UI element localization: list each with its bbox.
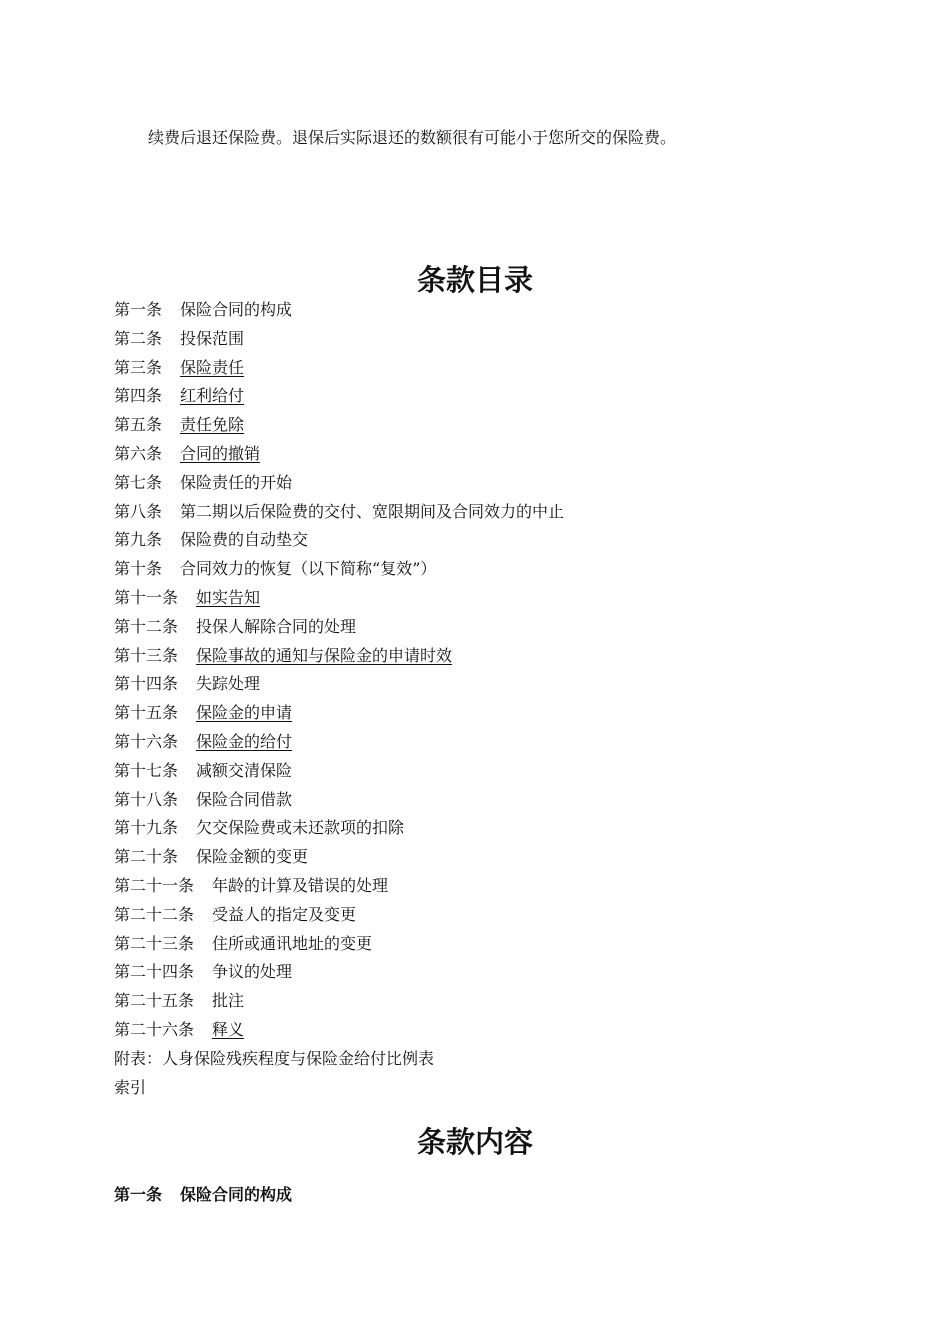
intro-paragraph: 续费后退还保险费。退保后实际退还的数额很有可能小于您所交的保险费。 bbox=[148, 128, 677, 147]
toc-item-title: 减额交清保险 bbox=[196, 760, 293, 780]
toc-item-title: 合同效力的恢复（以下简称“复效”） bbox=[180, 559, 437, 579]
toc-item-number: 第二十条 bbox=[114, 847, 179, 867]
toc-item bbox=[114, 930, 564, 959]
toc-item-number: 第六条 bbox=[114, 443, 163, 463]
toc-item-number: 第十二条 bbox=[114, 616, 179, 636]
toc-item bbox=[114, 843, 564, 872]
toc-item-title: 保险合同借款 bbox=[196, 789, 293, 809]
toc-item-number: 第二十六条 bbox=[114, 1019, 195, 1039]
toc-item-title: 批注 bbox=[212, 991, 245, 1011]
toc-item-number: 第十九条 bbox=[114, 818, 179, 838]
toc-item bbox=[114, 670, 564, 699]
toc-item-title: 受益人的指定及变更 bbox=[212, 904, 357, 924]
toc-item-title: 保险合同的构成 bbox=[180, 300, 293, 319]
toc-item bbox=[114, 958, 564, 987]
toc-item-number: 第七条 bbox=[114, 472, 163, 492]
toc-item[interactable] bbox=[114, 642, 564, 671]
toc-item-title: 投保人解除合同的处理 bbox=[196, 616, 357, 636]
toc-item-number: 第十八条 bbox=[114, 789, 179, 809]
toc-item-number: 第十三条 bbox=[114, 645, 179, 665]
toc-item-number: 第五条 bbox=[114, 415, 163, 435]
toc-item-number: 第二十三条 bbox=[114, 933, 195, 953]
toc-item bbox=[114, 872, 564, 901]
toc-item-number: 第十四条 bbox=[114, 674, 179, 694]
toc-item bbox=[114, 1074, 564, 1103]
toc-item bbox=[114, 757, 564, 786]
toc-item-link[interactable]: 释义 bbox=[212, 1019, 245, 1039]
toc-item bbox=[114, 469, 564, 498]
toc-item-title: 第二期以后保险费的交付、宽限期间及合同效力的中止 bbox=[180, 501, 565, 521]
toc-item-number: 第二条 bbox=[114, 328, 163, 348]
toc-item-link[interactable]: 合同的撤销 bbox=[180, 443, 261, 463]
toc-item-link[interactable]: 红利给付 bbox=[180, 386, 245, 406]
toc-item-link[interactable]: 保险金的申请 bbox=[196, 703, 293, 723]
toc-item-title: 住所或通讯地址的变更 bbox=[212, 933, 373, 953]
toc-item-link[interactable]: 责任免除 bbox=[180, 415, 245, 435]
toc-item[interactable] bbox=[114, 411, 564, 440]
toc-item-title: 保险责任的开始 bbox=[180, 472, 293, 492]
toc-item-number: 第一条 bbox=[114, 300, 163, 319]
toc-item bbox=[114, 526, 564, 555]
toc-item bbox=[114, 613, 564, 642]
toc-item[interactable] bbox=[114, 728, 564, 757]
toc-item-title: 附表：人身保险残疾程度与保险金给付比例表 bbox=[114, 1048, 435, 1068]
toc-item-number: 第四条 bbox=[114, 386, 163, 406]
toc-item-title: 欠交保险费或未还款项的扣除 bbox=[196, 818, 405, 838]
toc-item-link[interactable]: 保险责任 bbox=[180, 357, 245, 377]
toc-item[interactable] bbox=[114, 1016, 564, 1045]
toc-item bbox=[114, 901, 564, 930]
content-heading: 条款内容 bbox=[416, 1125, 533, 1159]
toc-item[interactable] bbox=[114, 440, 564, 469]
toc-item-number: 第八条 bbox=[114, 501, 163, 521]
toc-item-number: 第二十二条 bbox=[114, 904, 195, 924]
article-number: 第一条 bbox=[114, 1185, 163, 1204]
toc-item-title: 索引 bbox=[114, 1077, 147, 1097]
toc-item-number: 第三条 bbox=[114, 357, 163, 377]
toc-item-title: 年龄的计算及错误的处理 bbox=[212, 875, 389, 895]
toc-item-number: 第二十五条 bbox=[114, 991, 195, 1011]
toc-item-number: 第九条 bbox=[114, 530, 163, 550]
toc-item bbox=[114, 296, 564, 325]
toc-item[interactable] bbox=[114, 382, 564, 411]
toc-item bbox=[114, 555, 564, 584]
toc-item-title: 投保范围 bbox=[180, 328, 245, 348]
toc-item-title: 保险费的自动垫交 bbox=[180, 530, 309, 550]
toc-item-number: 第十七条 bbox=[114, 760, 179, 780]
article-title: 保险合同的构成 bbox=[180, 1185, 293, 1204]
toc-item bbox=[114, 498, 564, 527]
toc-item bbox=[114, 325, 564, 354]
toc-item[interactable] bbox=[114, 354, 564, 383]
toc-item-number: 第十条 bbox=[114, 559, 163, 579]
toc-item[interactable] bbox=[114, 584, 564, 613]
toc-item-link[interactable]: 保险事故的通知与保险金的申请时效 bbox=[196, 645, 453, 665]
toc-item-link[interactable]: 保险金的给付 bbox=[196, 731, 293, 751]
toc-item-title: 保险金额的变更 bbox=[196, 847, 309, 867]
toc-heading: 条款目录 bbox=[416, 263, 533, 297]
article-1-heading bbox=[114, 1183, 292, 1207]
toc-item bbox=[114, 814, 564, 843]
toc-item-number: 第十一条 bbox=[114, 587, 179, 607]
toc-item-number: 第二十四条 bbox=[114, 962, 195, 982]
table-of-contents bbox=[114, 296, 564, 1102]
toc-item bbox=[114, 786, 564, 815]
toc-item[interactable] bbox=[114, 699, 564, 728]
toc-item-title: 争议的处理 bbox=[212, 962, 293, 982]
toc-item-number: 第十六条 bbox=[114, 731, 179, 751]
toc-item-number: 第十五条 bbox=[114, 703, 179, 723]
toc-item-title: 失踪处理 bbox=[196, 674, 261, 694]
toc-item-number: 第二十一条 bbox=[114, 875, 195, 895]
toc-item bbox=[114, 1045, 564, 1074]
toc-item-link[interactable]: 如实告知 bbox=[196, 587, 261, 607]
toc-item bbox=[114, 987, 564, 1016]
